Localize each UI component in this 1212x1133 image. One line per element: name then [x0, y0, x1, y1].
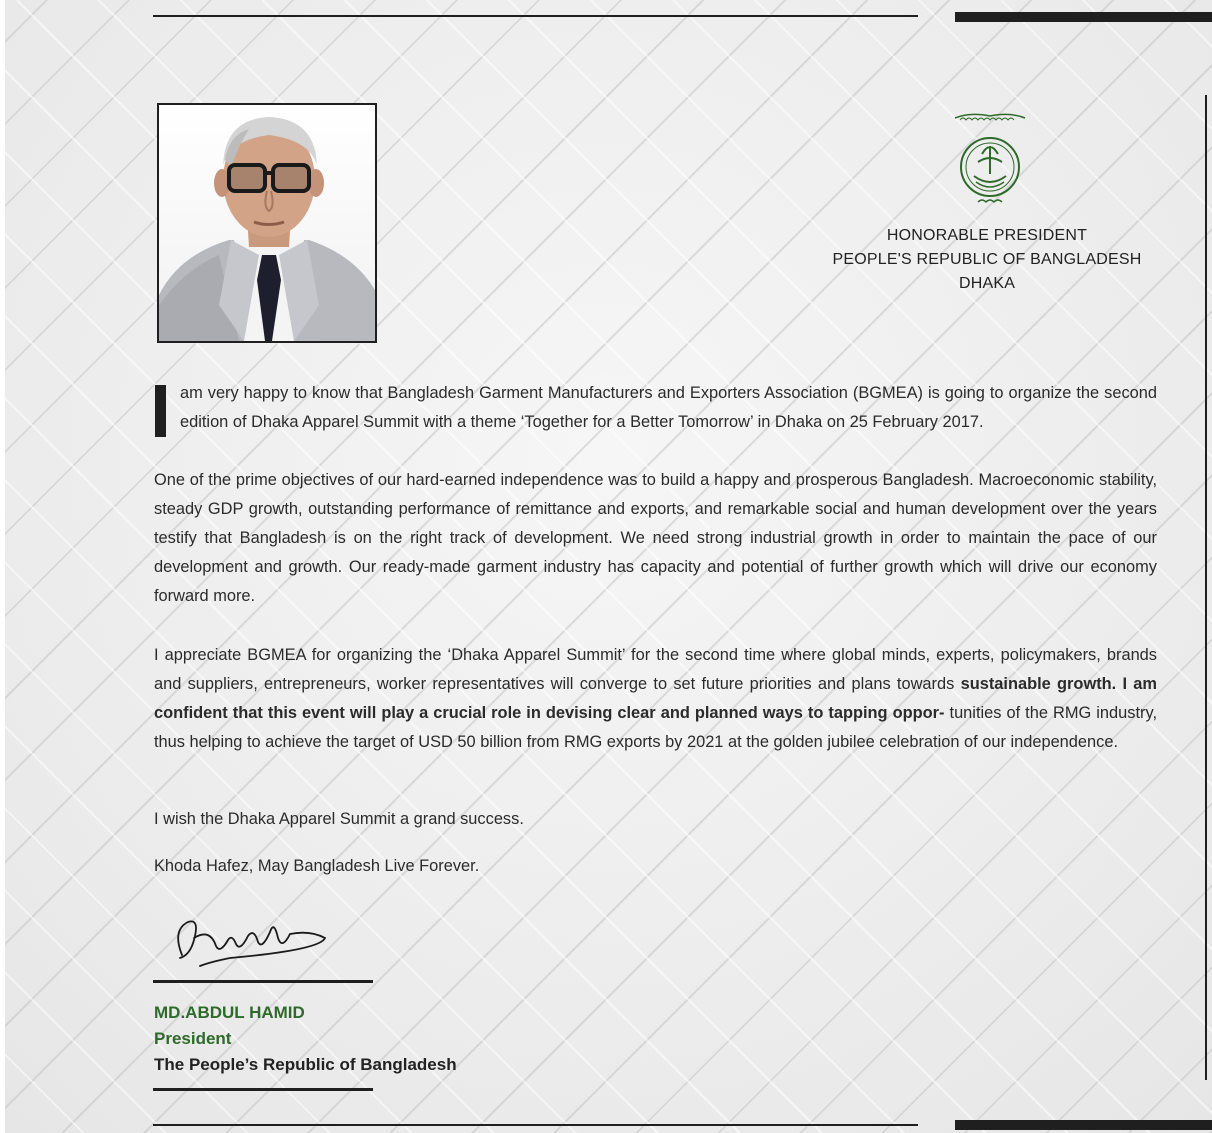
signatory-block	[154, 1000, 457, 1078]
portrait-illustration	[159, 105, 375, 341]
office-country: PEOPLE'S REPUBLIC OF BANGLADESH	[832, 251, 1142, 268]
state-emblem-logo	[950, 110, 1030, 210]
appreciation-text-c: tunities of the RMG industry, thus helping to achieve the target of USD 50 billion from RMG exports by 2021 at the golden jubilee celebration of our independence.	[154, 704, 1157, 751]
closing-paragraph: Khoda Hafez, May Bangladesh Live Forever.	[154, 857, 480, 875]
right-rule	[1205, 95, 1207, 1080]
appreciation-text-bold: sustainable growth. I am confident that this event will play a crucial role in devising clear and planned ways to tapping oppor-	[154, 675, 1157, 722]
appreciation-text-a: I appreciate BGMEA for organizing the ‘Dhaka Apparel Summit’ for the second time where global minds, experts, policymakers, brands and suppliers, entrepreneurs, worker representatives will converge to set future priorities and plans towards	[154, 646, 1157, 693]
signatory-name: MD.ABDUL HAMID	[154, 1003, 305, 1022]
signatory-title: President	[154, 1029, 232, 1048]
handwritten-signature	[170, 910, 330, 970]
office-title: HONORABLE PRESIDENT	[886, 227, 1088, 244]
bottom-short-rule	[153, 1088, 373, 1091]
bottom-bar	[955, 1120, 1212, 1130]
office-heading	[787, 224, 1187, 296]
signatory-org: The People’s Republic of Bangladesh	[154, 1055, 457, 1074]
office-city: DHAKA	[958, 275, 1016, 292]
top-bar	[955, 12, 1212, 22]
president-portrait	[157, 103, 377, 343]
signature-line	[153, 980, 373, 983]
objectives-paragraph: One of the prime objectives of our hard-earned independence was to build a happy and prosperous Bangladesh. Macroeconomic stability, steady GDP growth, outstanding performance of remittance and exports, and remarkable social and human development over the years testify that Bangladesh is on the right track of development. We need strong industrial growth in order to maintain the pace of our development and growth. Our ready-made garment industry has capacity and potential of further growth which will drive our economy forward more.	[154, 471, 1157, 605]
top-rule	[153, 15, 918, 17]
bottom-rule	[153, 1124, 918, 1126]
wish-paragraph: I wish the Dhaka Apparel Summit a grand success.	[154, 810, 524, 828]
intro-paragraph: am very happy to know that Bangladesh Garment Manufacturers and Exporters Association (BGMEA) is going to organize the second edition of Dhaka Apparel Summit with a theme ‘Together for a Better Tomorrow’ in Dhaka on 25 February 2017.	[180, 384, 1157, 431]
page-edge	[0, 0, 5, 1133]
drop-cap-i	[155, 385, 166, 437]
appreciation-paragraph	[154, 641, 1157, 757]
